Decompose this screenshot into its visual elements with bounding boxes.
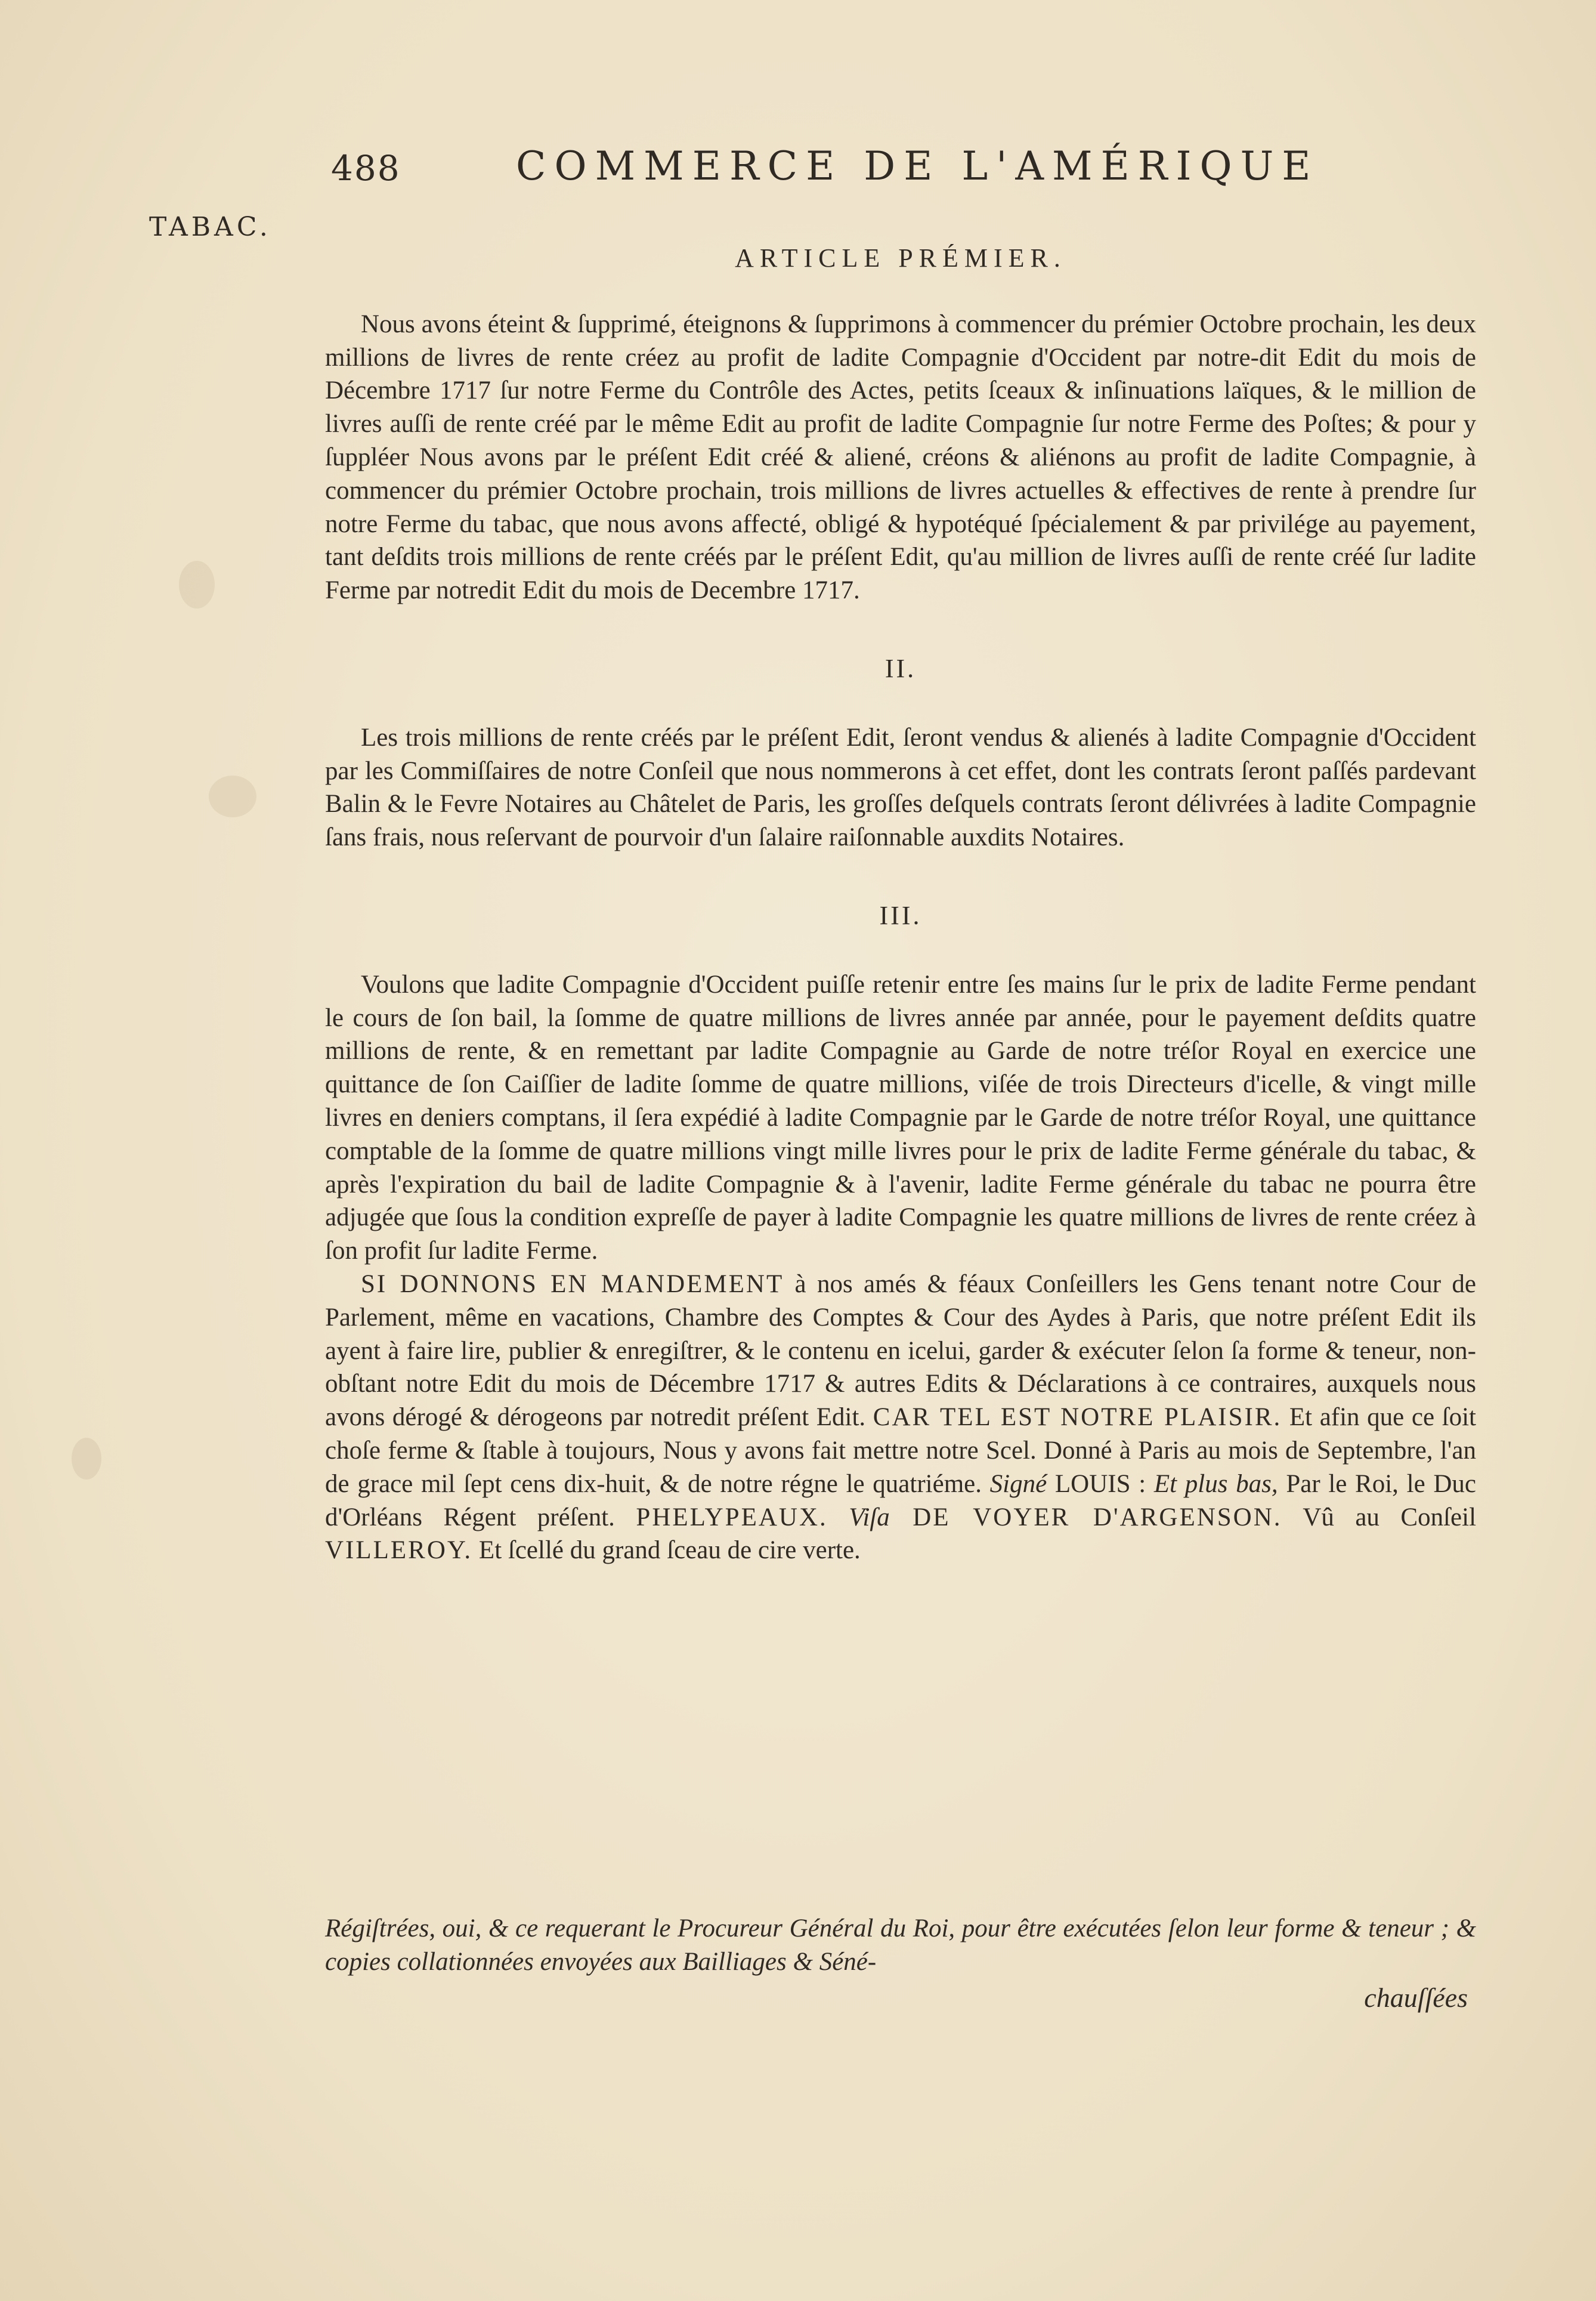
mandement-paragraph bbox=[325, 1268, 1476, 1567]
mandement-text-1: à nos amés & féaux Conſeillers les Gens tenant notre Cour de Parlement, même en vacations, Chambre des Comptes & Cour des Aydes à Paris, que notre préſent Edit ils ayent à faire lire, publier & enregiſtrer, & le contenu en icelui, garder & exécuter ſelon ſa forme & teneur, non-obſtant notre Edit du mois de Décembre 1717 & autres Edits & Déclarations à ce contraires, auxquels nous avons dérogé & dérogeons par notredit préſent Edit. bbox=[325, 1270, 1476, 1432]
signature-villeroy: VILLEROY. bbox=[325, 1536, 473, 1565]
mandement-text-4: Vû au Conſeil bbox=[1282, 1503, 1477, 1531]
paper-stain bbox=[209, 776, 256, 817]
mandement-text-5: Et ſcellé du grand ſceau de cire verte. bbox=[472, 1536, 861, 1565]
margin-note: TABAC. bbox=[149, 212, 271, 242]
page-header bbox=[331, 143, 1333, 197]
signature-de-voyer: DE VOYER D'ARGENSON. bbox=[889, 1503, 1282, 1531]
mandement-lead: SI DONNONS EN MANDEMENT bbox=[361, 1270, 784, 1298]
article-2-numeral: II. bbox=[884, 653, 917, 683]
page-number: 488 bbox=[331, 148, 401, 189]
visa-label: Viſa bbox=[827, 1503, 890, 1531]
body-text bbox=[325, 242, 1476, 1567]
catchword: chauſſées bbox=[1364, 1982, 1468, 2013]
article-3-text: Voulons que ladite Compagnie d'Occident puiſſe retenir entre ſes mains ſur le prix de ladite Ferme pendant le cours de ſon bail, la ſomme de quatre millions de livres année par année, pour le payement deſdits quatre millions de rente, & en remettant par ladite Compagnie au Garde de notre tréſor Royal en exercice une quittance de ſon Caiſſier de ladite ſomme de quatre millions, viſée de trois Directeurs d'icelle, & vingt mille livres en deniers comptans, il ſera expédié à ladite Compagnie par le Garde de notre tréſor Royal, une quittance comptable de la ſomme de quatre millions vingt mille livres pour le prix de ladite Ferme générale du tabac, & après l'expiration du bail de ladite Compagnie & à l'avenir, ladite Ferme générale du tabac ne pourra être adjugée que ſous la condition expreſſe de payer à ladite Compagnie les quatre millions de livres de rente créez à ſon profit ſur ladite Ferme. bbox=[325, 970, 1476, 1265]
paper-stain bbox=[179, 561, 215, 609]
mandement-text-2: Et afin que ce ſoit choſe ferme & ſtable à toujours, Nous y avons fait mettre notre Scel. Donné à Paris au mois de Septembre, l'an de grace mil ſept cens dix-huit, & de notre régne le quatriéme. bbox=[325, 1403, 1476, 1498]
signature-louis: LOUIS : bbox=[1047, 1469, 1154, 1498]
article-3-numeral: III. bbox=[879, 900, 922, 930]
paper-stain bbox=[72, 1438, 101, 1480]
registration-note: Régiſtrées, oui, & ce requerant le Procureur Général du Roi, pour être exécutées ſelon leur forme & teneur ; & copies collationnées envoyées aux Bailliages & Séné- bbox=[325, 1914, 1476, 1976]
article-heading: ARTICLE PRÉMIER. bbox=[735, 243, 1066, 273]
article-2-text: Les trois millions de rente créés par le préſent Edit, ſeront vendus & alienés à ladite Compagnie d'Occident par les Commiſſaires de notre Conſeil que nous nommerons à cet effet, dont les contrats ſeront paſſés pardevant Balin & le Fevre Notaires au Châtelet de Paris, les groſſes deſquels contrats ſeront délivrées à ladite Compagnie ſans frais, nous reſervant de pourvoir d'un ſalaire raiſonnable auxdits Notaires. bbox=[325, 723, 1476, 852]
signe-label: Signé bbox=[989, 1469, 1047, 1498]
royal-formula: CAR TEL EST NOTRE PLAISIR. bbox=[873, 1403, 1282, 1432]
article-1-text: Nous avons éteint & ſupprimé, éteignons & ſupprimons à commencer du prémier Octobre prochain, les deux millions de livres de rente créez au profit de ladite Compagnie d'Occident par notre-dit Edit du mois de Décembre 1717 ſur notre Ferme du Contrôle des Actes, petits ſceaux & inſinuations laïques, & le million de livres auſſi de rente créé par le même Edit au profit de ladite Compagnie ſur notre Ferme des Poſtes; & pour y ſuppléer Nous avons par le préſent Edit créé & aliené, créons & aliénons au profit de ladite Compagnie, à commencer du prémier Octobre prochain, trois millions de livres actuelles & effectives de rente à prendre ſur notre Ferme du tabac, que nous avons affecté, obligé & hypotéqué ſpécialement & par privilége au payement, tant deſdits trois millions de rente créés par le préſent Edit, qu'au million de livres auſſi de rente créé ſur ladite Ferme par notredit Edit du mois de Decembre 1717. bbox=[325, 310, 1476, 605]
mandement-text-3: Par le Roi, le Duc d'Orléans Régent préſent. bbox=[325, 1469, 1476, 1531]
running-title: COMMERCE DE L'AMÉRIQUE bbox=[516, 143, 1319, 189]
signature-phelypeaux: PHELYPEAUX. bbox=[636, 1503, 828, 1531]
plus-bas-label: Et plus bas, bbox=[1153, 1469, 1278, 1498]
